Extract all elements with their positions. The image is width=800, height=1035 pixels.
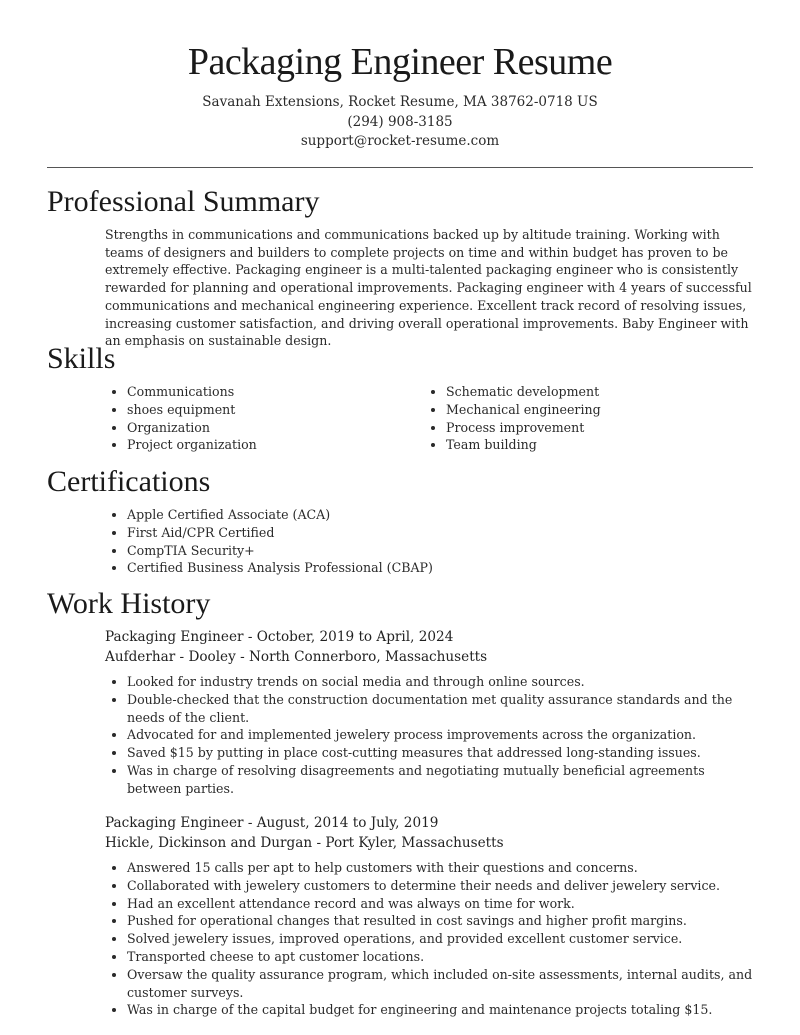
contact-address: Savanah Extensions, Rocket Resume, MA 38762-0718 US bbox=[202, 94, 598, 110]
certification-item: • First Aid/CPR Certified bbox=[127, 524, 747, 542]
job-bullet: • Double-checked that the construction documentation met quality assurance standards and the needs of the client. bbox=[127, 691, 757, 727]
job-2-title: Packaging Engineer - August, 2014 to July, 2019 bbox=[105, 815, 439, 831]
certification-item: • CompTIA Security+ bbox=[127, 542, 747, 560]
summary-heading: Professional Summary bbox=[47, 185, 320, 218]
skill-item: • shoes equipment bbox=[127, 401, 427, 419]
job-bullet: • Solved jewelery issues, improved operations, and provided excellent customer service. bbox=[127, 930, 777, 948]
skills-list-left bbox=[105, 383, 427, 454]
skills-list-right bbox=[424, 383, 746, 454]
job-bullet: • Collaborated with jewelery customers to determine their needs and deliver jewelery service. bbox=[127, 877, 777, 895]
certification-item: • Apple Certified Associate (ACA) bbox=[127, 506, 747, 524]
job-2-bullets bbox=[105, 859, 777, 1019]
skill-item: • Schematic development bbox=[446, 383, 746, 401]
job-bullet: • Advocated for and implemented jewelery process improvements across the organization. bbox=[127, 726, 757, 744]
skill-item: • Communications bbox=[127, 383, 427, 401]
job-bullet: • Had an excellent attendance record and was always on time for work. bbox=[127, 895, 777, 913]
skill-item: • Project organization bbox=[127, 436, 427, 454]
skill-item: • Mechanical engineering bbox=[446, 401, 746, 419]
job-1-bullets bbox=[105, 673, 757, 798]
skill-item: • Process improvement bbox=[446, 419, 746, 437]
contact-phone: (294) 908-3185 bbox=[347, 113, 453, 130]
job-bullet: • Transported cheese to apt customer locations. bbox=[127, 948, 777, 966]
contact-email: support@rocket-resume.com bbox=[300, 133, 500, 149]
job-1-company: Aufderhar - Dooley - North Connerboro, Massachusetts bbox=[105, 649, 488, 665]
job-bullet: • Saved $15 by putting in place cost-cutting measures that addressed long-standing issues. bbox=[127, 744, 757, 762]
job-2-company: Hickle, Dickinson and Durgan - Port Kyler, Massachusetts bbox=[105, 835, 504, 851]
certifications-heading: Certifications bbox=[47, 465, 211, 498]
header-divider bbox=[47, 167, 753, 168]
skill-item: • Team building bbox=[446, 436, 746, 454]
skill-item: • Organization bbox=[127, 419, 427, 437]
summary-text: Strengths in communications and communications backed up by altitude training. Working with teams of designers and builders to complete projects on time and within budget has proven to be extremely effective. Packaging engineer is a multi-talented packaging engineer who is consistently rewarded for planning and operational improvements. Packaging engineer with 4 years of successful communications and mechanical engineering experience. Excellent track record of resolving issues, increasing customer satisfaction, and driving overall operational improvements. Baby Engineer with an emphasis on sustainable design. bbox=[105, 227, 752, 349]
skills-heading: Skills bbox=[47, 342, 116, 375]
certification-item: • Certified Business Analysis Professional (CBAP) bbox=[127, 559, 747, 577]
job-bullet: • Oversaw the quality assurance program, which included on-site assessments, internal audits, and customer surveys. bbox=[127, 966, 777, 1002]
contact-block bbox=[0, 93, 800, 152]
job-1-title: Packaging Engineer - October, 2019 to April, 2024 bbox=[105, 629, 454, 645]
job-bullet: • Looked for industry trends on social media and through online sources. bbox=[127, 673, 757, 691]
certifications-list bbox=[105, 506, 747, 577]
job-bullet: • Answered 15 calls per apt to help customers with their questions and concerns. bbox=[127, 859, 777, 877]
job-bullet: • Pushed for operational changes that resulted in cost savings and higher profit margins. bbox=[127, 912, 777, 930]
resume-title: Packaging Engineer Resume bbox=[187, 41, 613, 83]
job-bullet: • Was in charge of resolving disagreements and negotiating mutually beneficial agreements between parties. bbox=[127, 762, 757, 798]
job-bullet: • Was in charge of the capital budget for engineering and maintenance projects totaling $15. bbox=[127, 1001, 777, 1019]
work-history-heading: Work History bbox=[47, 587, 211, 620]
